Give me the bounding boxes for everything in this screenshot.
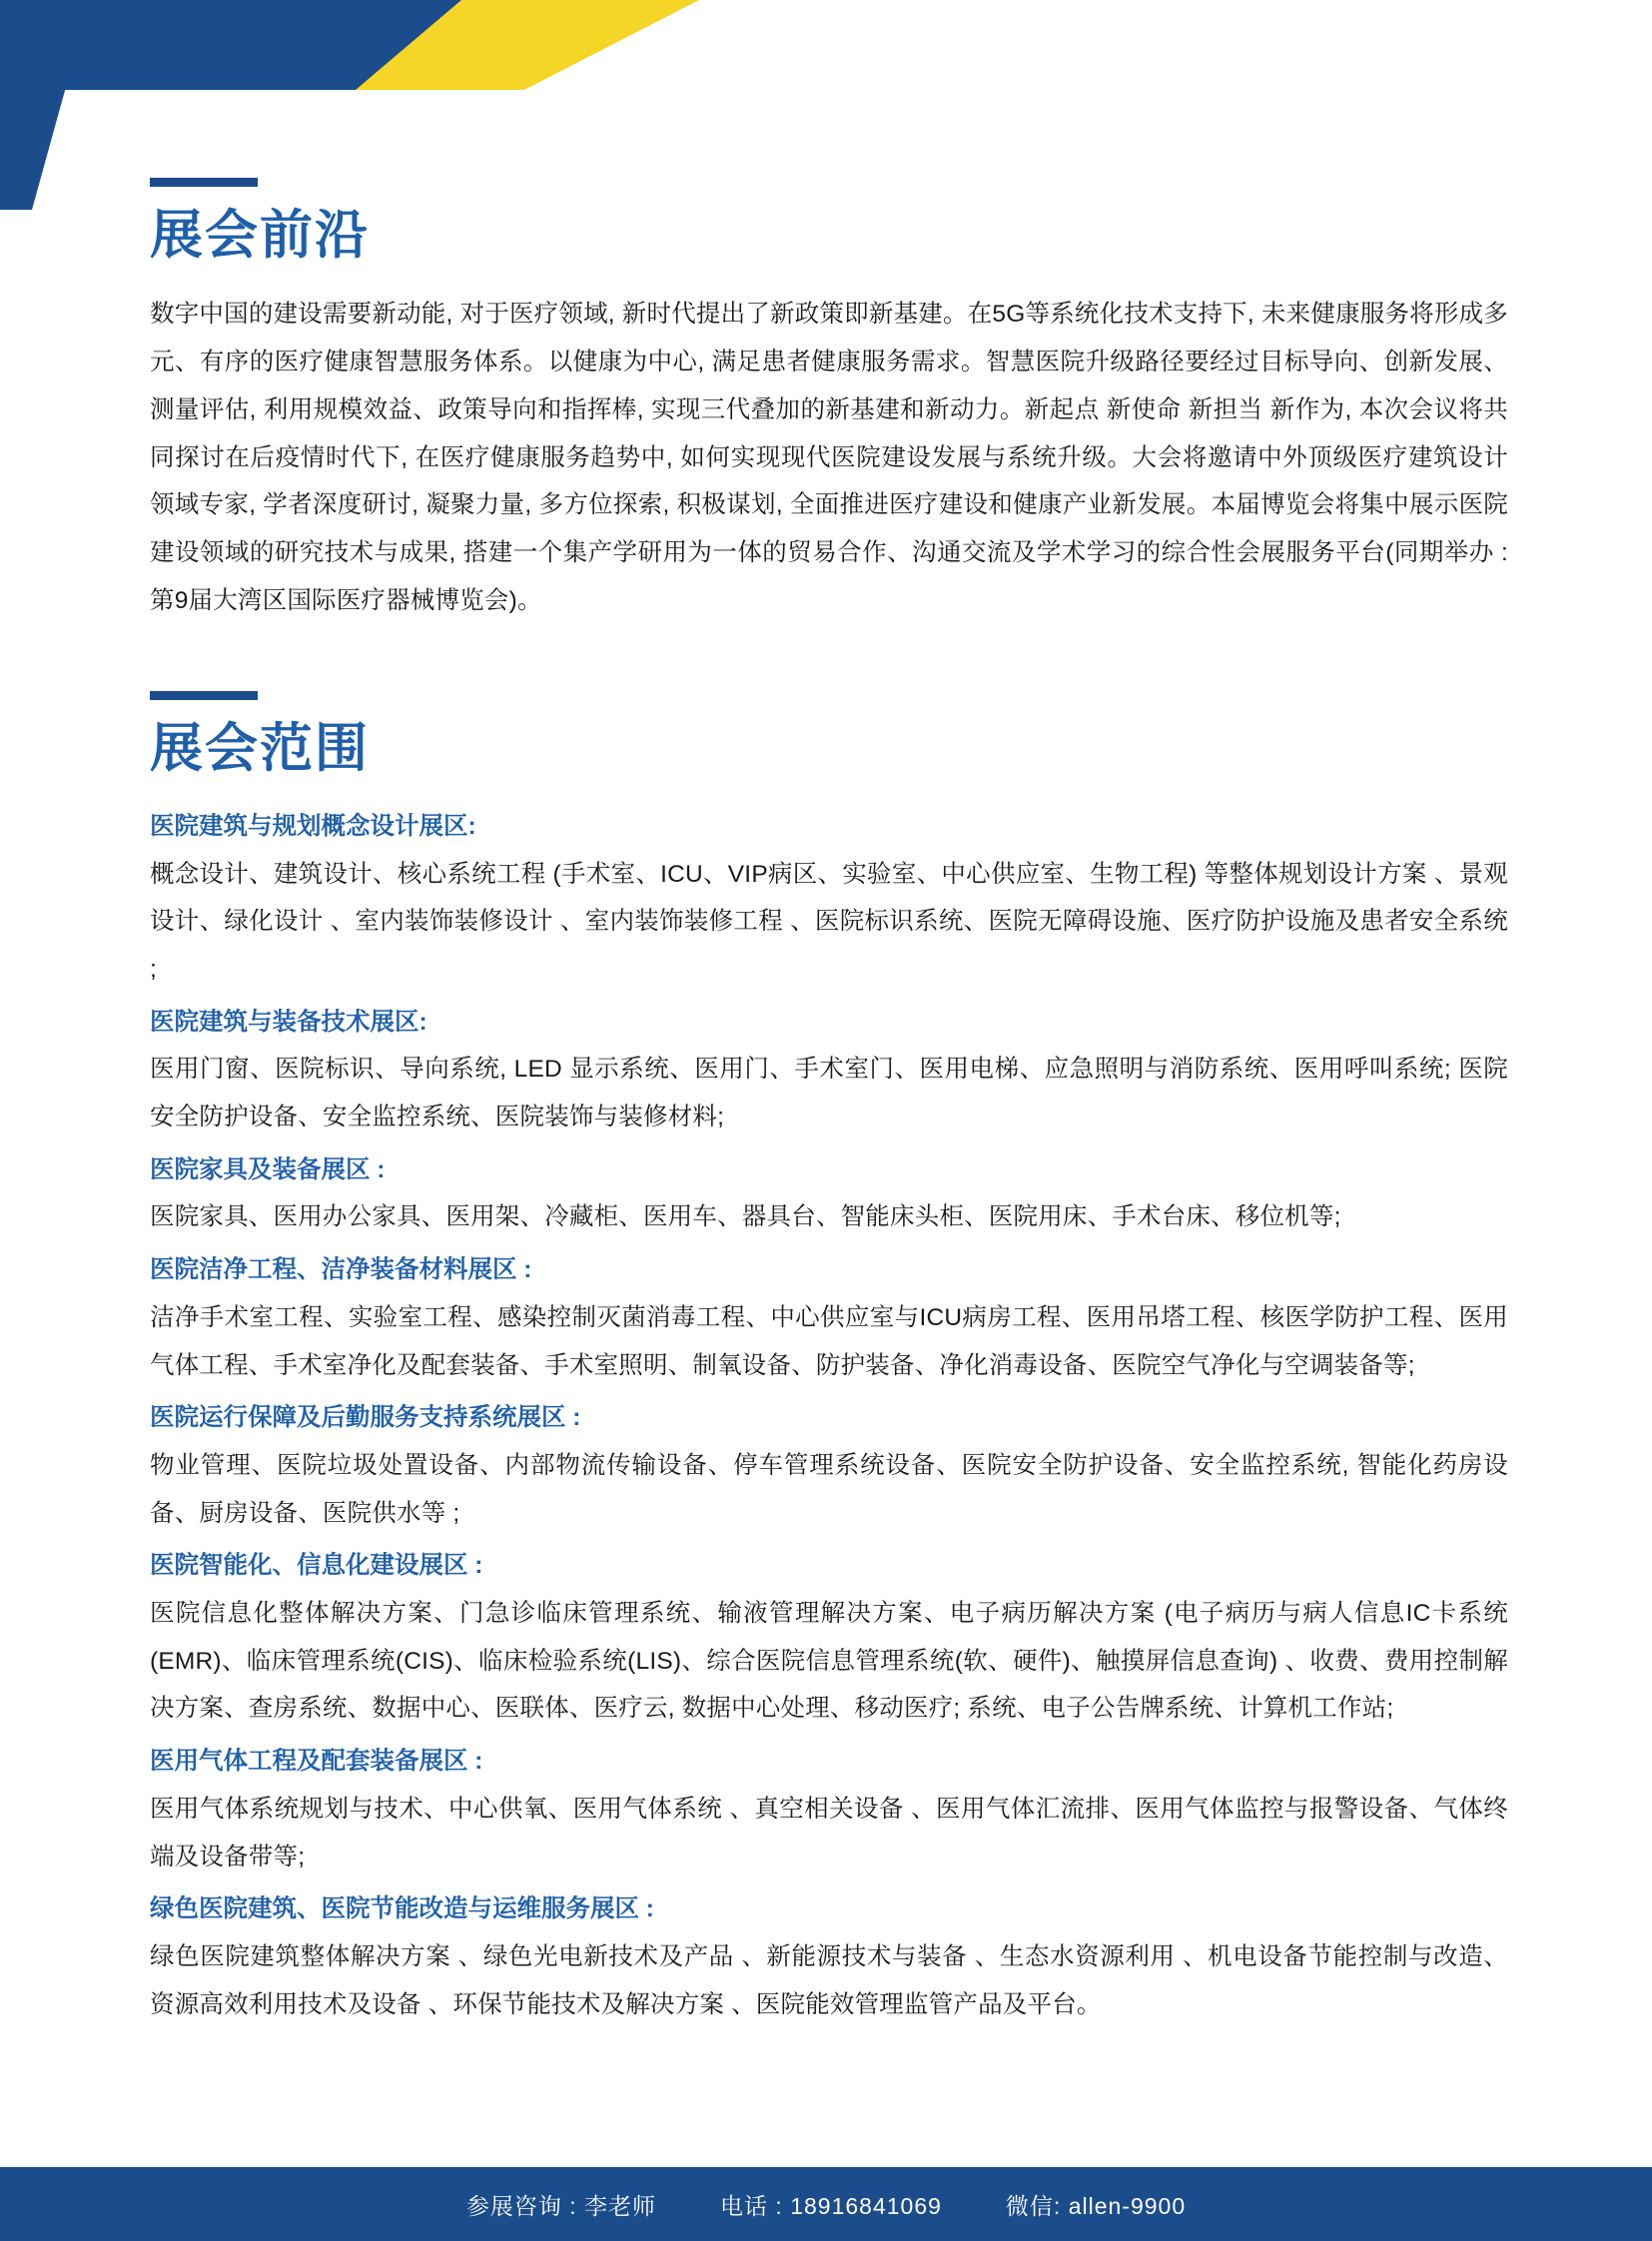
zone-content: 医院信息化整体解决方案、门急诊临床管理系统、输液管理解决方案、电子病历解决方案 (电子病历与病人信息IC卡系统(EMR)、临床管理系统(CIS)、临床检验系统(LIS)、综合医院信息管理系统(软、硬件)、触摸屏信息查询) 、收费、费用控制解决方案、查房系统、数据中心、医联体、医疗云, 数据中心处理、移动医疗; 系统、电子公告牌系统、计算机工作站;	[150, 1599, 1508, 1723]
blue-left-edge-shape	[0, 0, 140, 210]
section-rule	[150, 691, 258, 700]
zone-title: 医院建筑与装备技术展区:	[150, 1008, 427, 1036]
footer-contact-person: 参展咨询 : 李老师	[465, 2192, 657, 2219]
footer-phone: 电话 : 18916841069	[720, 2192, 942, 2219]
zone-title: 医院智能化、信息化建设展区 :	[150, 1552, 483, 1580]
page-content	[150, 0, 1508, 2038]
zone-content: 概念设计、建筑设计、核心系统工程 (手术室、ICU、VIP病区、实验室、中心供应室、生物工程) 等整体规划设计方案 、景观设计、绿化设计 、室内装饰装修设计 、室内装饰装修工程 、医院标识系统、医院无障碍设施、医疗防护设施及患者安全系统 ;	[150, 860, 1508, 984]
zone-title: 医院家具及装备展区 :	[150, 1155, 386, 1183]
zone-content: 物业管理、医院垃圾处置设备、内部物流传输设备、停车管理系统设备、医院安全防护设备、安全监控系统, 智能化药房设备、厨房设备、医院供水等 ;	[150, 1451, 1508, 1527]
zone-content: 医用气体系统规划与技术、中心供氧、医用气体系统 、真空相关设备 、医用气体汇流排、医用气体监控与报警设备、气体终端及设备带等;	[150, 1795, 1508, 1870]
intro-paragraph: 数字中国的建设需要新动能, 对于医疗领域, 新时代提出了新政策即新基建。在5G等系统化技术支持下, 未来健康服务将形成多元、有序的医疗健康智慧服务体系。以健康为中心, 满足患者健康服务需求。智慧医院升级路径要经过目标导向、创新发展、测量评估, 利用规模效益、政策导向和指挥棒, 实现三代叠加的新基建和新动力。新起点 新使命 新担当 新作为, 本次会议将共同探讨在后疫情时代下, 在医疗健康服务趋势中, 如何实现现代医院建设发展与系统升级。大会将邀请中外顶级医疗建筑设计领域专家, 学者深度研讨, 凝聚力量, 多方位探索, 积极谋划, 全面推进医疗建设和健康产业新发展。本届博览会将集中展示医院建设领域的研究技术与成果, 搭建一个集产学研用为一体的贸易合作、沟通交流及学术学习的综合性会展服务平台(同期举办 : 第9届大湾区国际医疗器械博览会)。	[150, 301, 1508, 614]
footer-contact-bar	[0, 2167, 1652, 2241]
zone-item	[150, 1247, 1508, 1389]
zone-item	[150, 1543, 1508, 1733]
zone-item	[150, 1739, 1508, 1880]
zone-content: 洁净手术室工程、实验室工程、感染控制灭菌消毒工程、中心供应室与ICU病房工程、医用吊塔工程、核医学防护工程、医用气体工程、手术室净化及配套装备、手术室照明、制氧设备、防护装备、净化消毒设备、医院空气净化与空调装备等;	[150, 1303, 1508, 1379]
section-exhibition-frontier	[150, 0, 1508, 625]
zone-item	[150, 1147, 1508, 1241]
zone-item	[150, 1886, 1508, 2028]
zone-content: 医院家具、医用办公家具、医用架、冷藏柜、医用车、器具台、智能床头柜、医院用床、手术台床、移位机等;	[150, 1203, 1341, 1231]
section-exhibition-scope	[150, 635, 1508, 2029]
section-rule	[150, 178, 258, 187]
zone-title: 医院建筑与规划概念设计展区:	[150, 812, 476, 840]
zone-item	[150, 1000, 1508, 1141]
zone-item	[150, 804, 1508, 994]
page-title-scope: 展会范围	[150, 718, 370, 778]
zone-title: 医院运行保障及后勤服务支持系统展区 :	[150, 1404, 581, 1432]
zone-content: 医用门窗、医院标识、导向系统, LED 显示系统、医用门、手术室门、医用电梯、应急照明与消防系统、医用呼叫系统; 医院安全防护设备、安全监控系统、医院装饰与装修材料;	[150, 1056, 1508, 1131]
zone-content: 绿色医院建筑整体解决方案 、绿色光电新技术及产品 、新能源技术与装备 、生态水资源利用 、机电设备节能控制与改造、资源高效利用技术及设备 、环保节能技术及解决方案 、医院能效管理监管产品及平台。	[150, 1942, 1508, 2018]
zone-list	[150, 804, 1508, 2028]
footer-wechat: 微信: allen-9900	[1005, 2192, 1187, 2219]
zone-title: 医院洁净工程、洁净装备材料展区 :	[150, 1256, 532, 1284]
zone-title: 医用气体工程及配套装备展区 :	[150, 1748, 483, 1776]
page-title-frontier: 展会前沿	[150, 206, 370, 265]
zone-item	[150, 1395, 1508, 1537]
zone-title: 绿色医院建筑、医院节能改造与运维服务展区 :	[150, 1895, 654, 1923]
